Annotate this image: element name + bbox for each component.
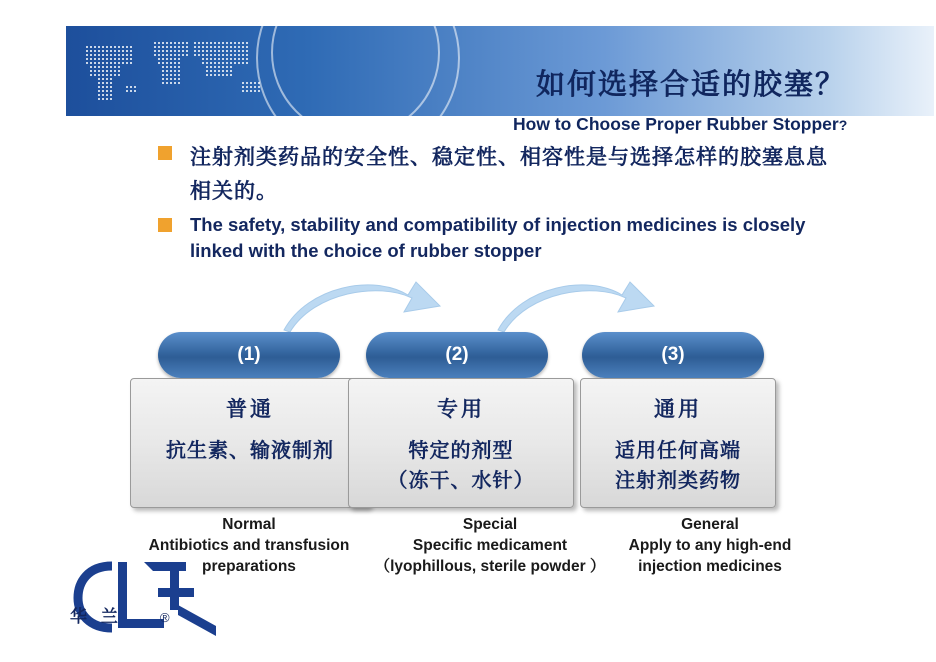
- step-pill-3: [582, 332, 764, 378]
- step-pill-2-label: (2): [445, 344, 469, 365]
- page-title-en-questionmark: ?: [838, 117, 848, 133]
- step-box-2: [348, 378, 574, 508]
- logo-registered-mark: ®: [160, 610, 170, 625]
- step-caption-3-line-2: Apply to any high-end: [628, 537, 792, 554]
- step-caption-3: [600, 514, 820, 577]
- step-pill-3-label: (3): [661, 344, 685, 365]
- bullet-item-cn: [158, 140, 840, 208]
- page-title-cn: 如何选择合适的胶塞？: [536, 67, 847, 101]
- bullet-item-en: [158, 212, 830, 264]
- step-caption-1-line-2: Antibiotics and transfusion preparations: [148, 537, 350, 575]
- bullet-text-cn: 注射剂类药品的安全性、稳定性、相容性是与选择怎样的胶塞息息相关的。: [190, 144, 828, 203]
- step-box-3-line-2: 注射剂类药物: [615, 468, 741, 492]
- step-box-2-line-2: （冻干、水针）: [387, 468, 535, 492]
- bullet-square-icon: [158, 146, 172, 160]
- step-box-1: [130, 378, 370, 508]
- page-title-en: [513, 114, 847, 135]
- step-caption-2-line-1: Special: [462, 516, 518, 533]
- step-box-3-head: 通用: [654, 396, 702, 421]
- step-box-1-head: 普通: [226, 396, 274, 421]
- step-box-3-line-1: 适用任何高端: [615, 438, 741, 462]
- bullet-square-icon: [158, 218, 172, 232]
- step-caption-2-line-2: Specific medicament: [412, 537, 568, 554]
- step-box-1-line-1: 抗生素、输液制剂: [166, 438, 334, 462]
- step-caption-1-line-1: Normal: [222, 516, 276, 533]
- step-pill-2: [366, 332, 548, 378]
- step-pill-1-label: (1): [237, 344, 261, 365]
- page-title-en-text: How to Choose Proper Rubber Stopper: [513, 114, 839, 134]
- logo-company-name-cn: 华 兰: [70, 607, 122, 627]
- step-caption-2-line-3: （lyophillous, sterile powder ）: [374, 558, 606, 575]
- step-pill-1: [158, 332, 340, 378]
- step-box-2-head: 专用: [437, 396, 485, 421]
- curved-arrow-right-1: [284, 276, 444, 338]
- header-banner: [66, 26, 934, 134]
- step-box-3: [580, 378, 776, 508]
- step-box-2-line-1: 特定的剂型: [408, 438, 514, 462]
- step-caption-2: [350, 514, 630, 577]
- bullet-text-en: The safety, stability and compatibility of injection medicines is closely linked with the choice of rubber stopper: [190, 214, 806, 261]
- curved-arrow-right-2: [498, 276, 658, 338]
- step-caption-3-line-1: General: [681, 516, 739, 533]
- step-caption-3-line-3: injection medicines: [638, 558, 782, 575]
